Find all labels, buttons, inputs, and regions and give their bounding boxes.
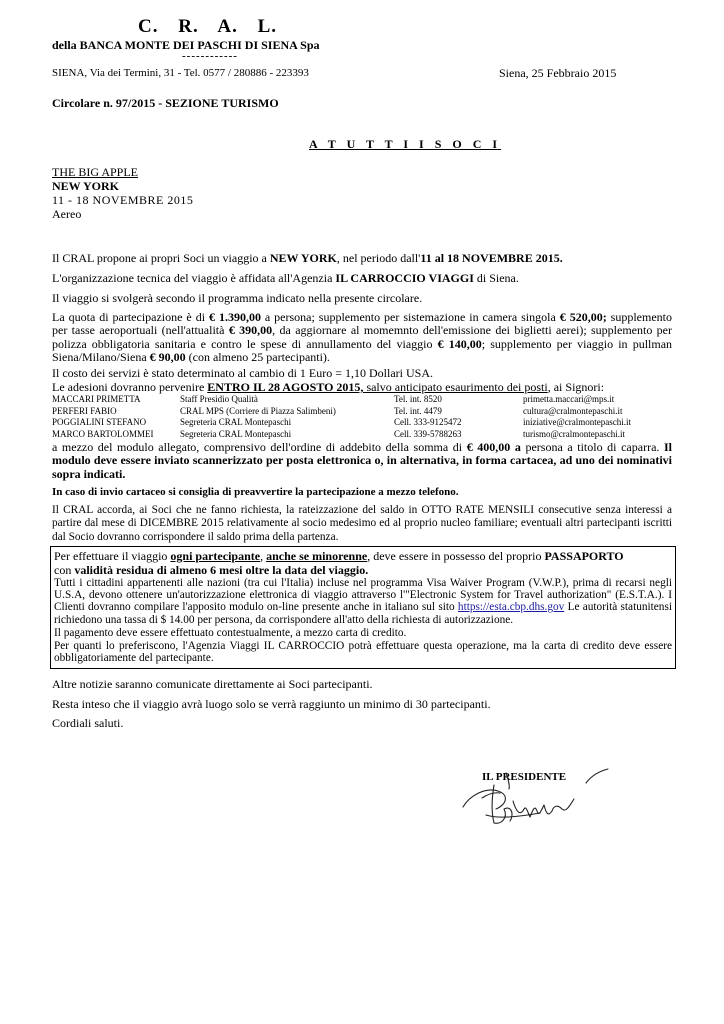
signatory-title: IL PRESIDENTE: [482, 771, 567, 783]
contact-phone: Cell. 339-5788263: [394, 428, 462, 439]
contact-phone: Tel. int. 8520: [394, 394, 442, 404]
paragraph-intro: Il CRAL propone ai propri Soci un viaggio a NEW YORK, nel periodo dall'11 al 18 NOVEMBRE 2015.: [52, 251, 563, 265]
passport-line: Per effettuare il viaggio ogni partecipante, anche se minorenne, deve essere in possesso del proprio PASSAPORTO: [54, 549, 624, 563]
trip-transport: Aereo: [52, 207, 82, 221]
payment-paragraph: Il pagamento deve essere effettuato contestualmente, a mezzo carta di credito.: [54, 627, 407, 639]
paragraph-deadline: Le adesioni dovranno pervenire ENTRO IL 28 AGOSTO 2015, salvo anticipato esaurimento dei posti, ai Signori:: [52, 380, 605, 394]
handwritten-signature: [458, 765, 638, 835]
organization-address: SIENA, Via dei Termini, 31 - Tel. 0577 / 280886 - 223393: [52, 67, 309, 79]
contact-office: Segreteria CRAL Montepaschi: [180, 417, 292, 427]
agency-option-paragraph: Per quanti lo preferiscono, l'Agenzia Viaggi IL CARROCCIO potrà effettuare questa operazione, ma la carta di credito deve essere obbligatoriamente del partecipante.: [54, 640, 672, 665]
esta-paragraph: Tutti i cittadini appartenenti alle nazioni (tra cui l'Italia) incluse nel programma Visa Waiver Program (V.W.P.), prima di recarsi negli U.S.A, devono ottenere un'autorizzazione elettronica di viaggio attraverso l'"Electronic System for Travel authorization" (E.S.T.A.). I Clienti dovranno compilare l'apposito modulo on-line presente anche in italiano sul sito https://esta.cbp.dhs.gov Le autorità statunitensi richiedono una tassa di $ 14.00 per persona, da corrispondere all'atto della richiesta di autorizzazione.: [54, 577, 672, 626]
contact-office: CRAL MPS (Corriere di Piazza Salimbeni): [180, 405, 336, 416]
closing-greeting: Cordiali saluti.: [52, 716, 124, 730]
recipient-heading: A T U T T I I S O C I: [309, 137, 502, 151]
contacts-table: [52, 394, 631, 440]
contact-email[interactable]: iniziative@cralmontepaschi.it: [523, 417, 631, 427]
paragraph-prices: La quota di partecipazione è di € 1.390,00 a persona; supplemento per sistemazione in camera singola € 520,00; supplemento per tasse aeroportuali (nell'attualità € 390,00, da aggiornare al momemnto dell'emissione dei biglietti aerei); supplemento per polizza obbligatoria sanitaria e contro le spese di annullamento del viaggio € 140,00; supplemento per viaggio in pullman Siena/Milano/Siena € 90,00 (con almeno 25 partecipanti).: [52, 310, 673, 364]
table-row: [52, 394, 631, 406]
trip-dates: 11 - 18 NOVEMBRE 2015: [52, 193, 194, 207]
closing-notice: Altre notizie saranno comunicate direttamente ai Soci partecipanti.: [52, 677, 373, 691]
trip-city: NEW YORK: [52, 179, 120, 193]
signature-icon: [458, 765, 638, 835]
contact-office: Segreteria CRAL Montepaschi: [180, 428, 292, 439]
contact-phone: Cell. 333-9125472: [394, 417, 462, 427]
paragraph-phone-notice: In caso di invio cartaceo si consiglia di preavvertire la partecipazione a mezzo telefono.: [52, 486, 459, 498]
table-row: [52, 417, 631, 429]
table-row: [52, 406, 631, 418]
closing-minimum: Resta inteso che il viaggio avrà luogo solo se verrà raggiunto un minimo di 30 partecipanti.: [52, 697, 491, 711]
contact-name: MARCO BARTOLOMMEI: [52, 428, 154, 439]
trip-name: THE BIG APPLE: [52, 165, 139, 179]
contact-name: POGGIALINI STEFANO: [52, 417, 147, 427]
contact-phone: Tel. int. 4479: [394, 405, 442, 416]
paragraph-agency: L'organizzazione tecnica del viaggio è affidata all'Agenzia IL CARROCCIO VIAGGI di Siena.: [52, 271, 519, 285]
contact-name: PERFERI FABIO: [52, 405, 117, 416]
letter-date: Siena, 25 Febbraio 2015: [499, 66, 617, 80]
table-row: [52, 429, 631, 441]
header-separator: ------------: [182, 50, 238, 62]
contact-office: Staff Presidio Qualità: [180, 394, 258, 404]
contact-name: MACCARI PRIMETTA: [52, 394, 141, 404]
organization-title: C. R. A. L.: [138, 16, 278, 37]
contact-email[interactable]: primetta.maccari@mps.it: [523, 394, 615, 404]
paragraph-installments: Il CRAL accorda, ai Soci che ne fanno richiesta, la rateizzazione del saldo in OTTO RATE MENSILI consecutive senza interessi a partire dal mese di DICEMBRE 2015 relativamente al socio medesimo ed al proprio nucleo familiare; eventuali altri partecipanti iscritti dal Socio dovranno corrispondere il saldo prima della partenza.: [52, 504, 672, 543]
paragraph-deposit: a mezzo del modulo allegato, comprensivo dell'ordine di addebito della somma di € 400,00 a persona a titolo di caparra. Il modulo deve essere inviato scannerizzato per posta elettronica o, in alternativa, in forma cartacea, ad uno dei nominativi sopra indicati.: [52, 440, 672, 481]
circular-number: Circolare n. 97/2015 - SEZIONE TURISMO: [52, 96, 279, 110]
passport-validity-line: con validità residua di almeno 6 mesi oltre la data del viaggio.: [54, 563, 369, 577]
esta-link[interactable]: https://esta.cbp.dhs.gov: [457, 601, 565, 614]
contact-email[interactable]: turismo@cralmontepaschi.it: [523, 428, 626, 439]
paragraph-exchange-rate: Il costo dei servizi è stato determinato al cambio di 1 Euro = 1,10 Dollari USA.: [52, 366, 434, 380]
organization-subtitle: della BANCA MONTE DEI PASCHI DI SIENA Spa: [52, 38, 320, 52]
paragraph-program: Il viaggio si svolgerà secondo il programma indicato nella presente circolare.: [52, 291, 423, 305]
contact-email[interactable]: cultura@cralmontepaschi.it: [523, 405, 623, 416]
